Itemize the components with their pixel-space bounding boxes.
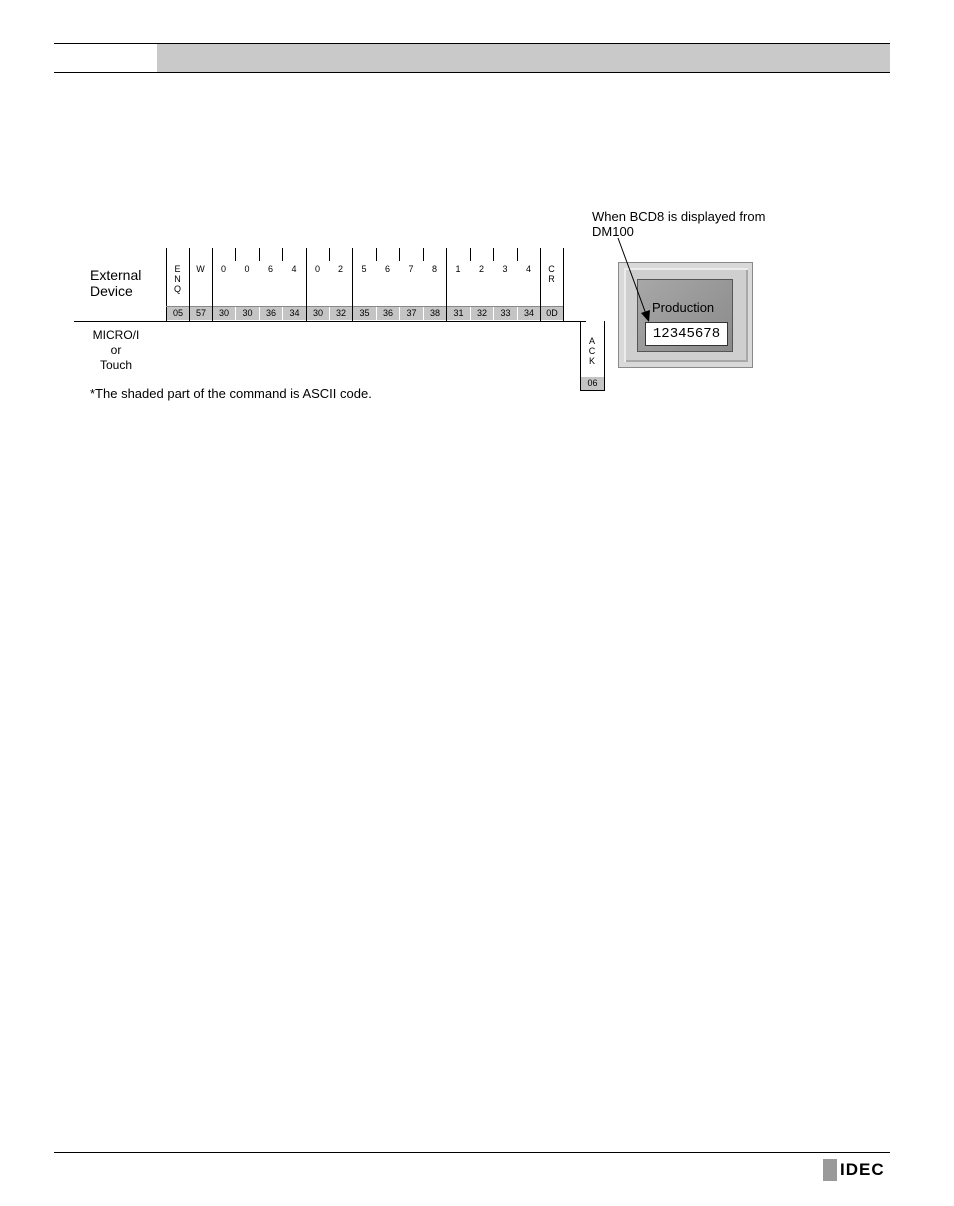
addr-char: 0 [244, 264, 250, 274]
data1-hex: 35 [353, 307, 376, 320]
micro-label-3: Touch [99, 358, 133, 372]
annotation-line-2: DM100 [592, 224, 634, 239]
data1-char: 6 [384, 264, 390, 274]
data2-hex: 33 [494, 307, 517, 320]
arrowhead-icon [641, 310, 650, 322]
data2-char: 1 [455, 264, 461, 274]
count-hex: 32 [330, 307, 352, 320]
data2-char: 3 [502, 264, 508, 274]
logo-text: IDEC [840, 1160, 885, 1179]
display-title: Production [652, 300, 715, 315]
ack-char-a: A [588, 336, 595, 346]
ack-hex: 06 [581, 377, 604, 390]
enq-char-q: Q [173, 284, 181, 294]
data1-hex: 36 [377, 307, 399, 320]
ack-char-k: K [588, 356, 595, 366]
count-char: 0 [314, 264, 320, 274]
footnote: *The shaded part of the command is ASCII code. [90, 386, 372, 401]
data1-hex: 38 [424, 307, 446, 320]
footer-rule [54, 1152, 890, 1153]
idec-logo [823, 1159, 885, 1181]
data2-char: 4 [525, 264, 531, 274]
enq-char-n: N [174, 274, 181, 284]
enq-char-e: E [174, 264, 181, 274]
cmd-w-hex: 57 [190, 307, 212, 320]
micro-label-2: or [110, 343, 122, 357]
count-hex: 30 [307, 307, 329, 320]
data1-hex: 37 [400, 307, 423, 320]
annotation-pointer [0, 0, 954, 420]
ack-char-c: C [588, 346, 596, 356]
external-device-label-1: External [90, 267, 142, 283]
enq-hex: 05 [167, 307, 189, 320]
data1-char: 8 [431, 264, 437, 274]
cr-char-c: C [548, 264, 555, 274]
cmd-w-char: W [196, 264, 205, 274]
display-value: 12345678 [645, 322, 728, 346]
data1-char: 7 [408, 264, 414, 274]
annotation-line-1: When BCD8 is displayed from [592, 209, 766, 224]
addr-char: 6 [267, 264, 273, 274]
cr-hex: 0D [541, 307, 563, 320]
data2-hex: 34 [518, 307, 540, 320]
addr-char: 4 [291, 264, 297, 274]
data1-char: 5 [361, 264, 367, 274]
data2-char: 2 [478, 264, 484, 274]
pointer-line [618, 238, 646, 314]
count-char: 2 [337, 264, 343, 274]
data2-hex: 32 [471, 307, 493, 320]
addr-hex: 30 [213, 307, 235, 320]
data2-hex: 31 [447, 307, 470, 320]
external-device-label-2: Device [90, 283, 133, 299]
addr-hex: 36 [260, 307, 282, 320]
logo-mark-icon [823, 1159, 837, 1181]
addr-hex: 30 [236, 307, 259, 320]
addr-hex: 34 [283, 307, 306, 320]
cr-char-r: R [548, 274, 555, 284]
addr-char: 0 [220, 264, 226, 274]
micro-label-1: MICRO/I [92, 328, 140, 342]
